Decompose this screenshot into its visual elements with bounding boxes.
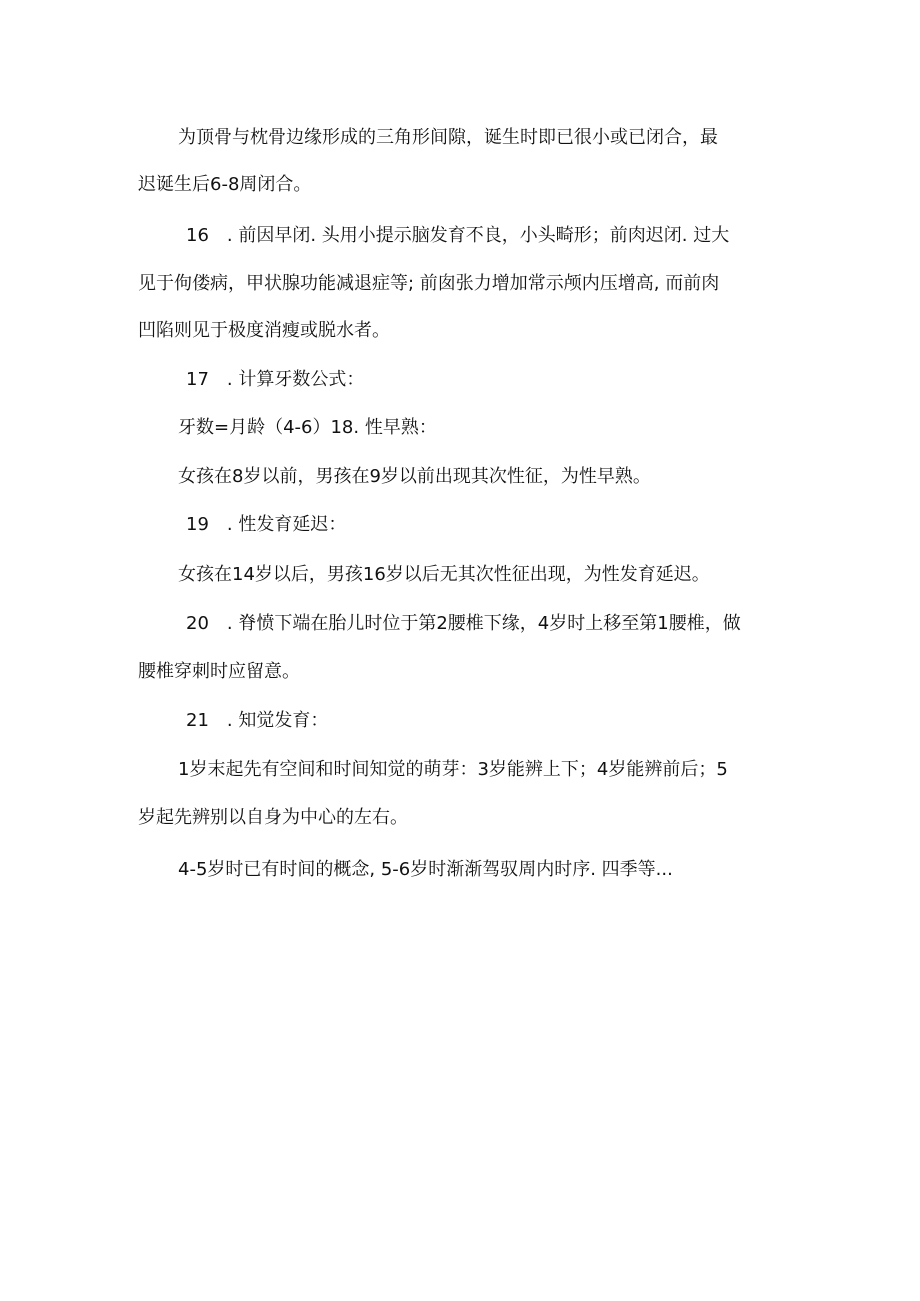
text-line: 凹陷则见于极度消瘦或脱水者。 xyxy=(138,320,390,341)
text-line: 19 . 性发育延迟： xyxy=(186,514,347,535)
text-line: 为顶骨与枕骨边缘形成的三角形间隙，诞生时即已很小或已闭合，最 xyxy=(178,127,718,148)
text-line: 20 . 脊愤下端在胎儿时位于第2腰椎下缘，4岁时上移至第1腰椎，做 xyxy=(186,613,741,634)
text-line: 女孩在8岁以前，男孩在9岁以前出现其次性征，为性早熟。 xyxy=(178,466,651,487)
text-line: 4-5岁时已有时间的概念, 5-6岁时渐渐驾驭周内时序. 四季等... xyxy=(178,859,673,880)
text-line: 女孩在14岁以后，男孩16岁以后无其次性征出现，为性发育延迟。 xyxy=(178,564,710,585)
text-line: 16 . 前因早闭. 头用小提示脑发育不良，小头畸形；前肉迟闭. 过大 xyxy=(186,225,730,246)
text-line: 见于佝偻病，甲状腺功能减退症等; 前囱张力增加常示颅内压增高, 而前肉 xyxy=(138,273,720,294)
text-line: 迟诞生后6-8周闭合。 xyxy=(138,174,312,195)
text-line: 腰椎穿刺时应留意。 xyxy=(138,661,300,682)
text-line: 17 . 计算牙数公式： xyxy=(186,369,365,390)
text-line: 牙数=月龄（4-6）18. 性早熟： xyxy=(178,417,437,438)
text-line: 21 . 知觉发育： xyxy=(186,710,329,731)
text-line: 1岁末起先有空间和时间知觉的萌芽：3岁能辨上下；4岁能辨前后；5 xyxy=(178,759,728,780)
text-line: 岁起先辨别以自身为中心的左右。 xyxy=(138,807,408,828)
